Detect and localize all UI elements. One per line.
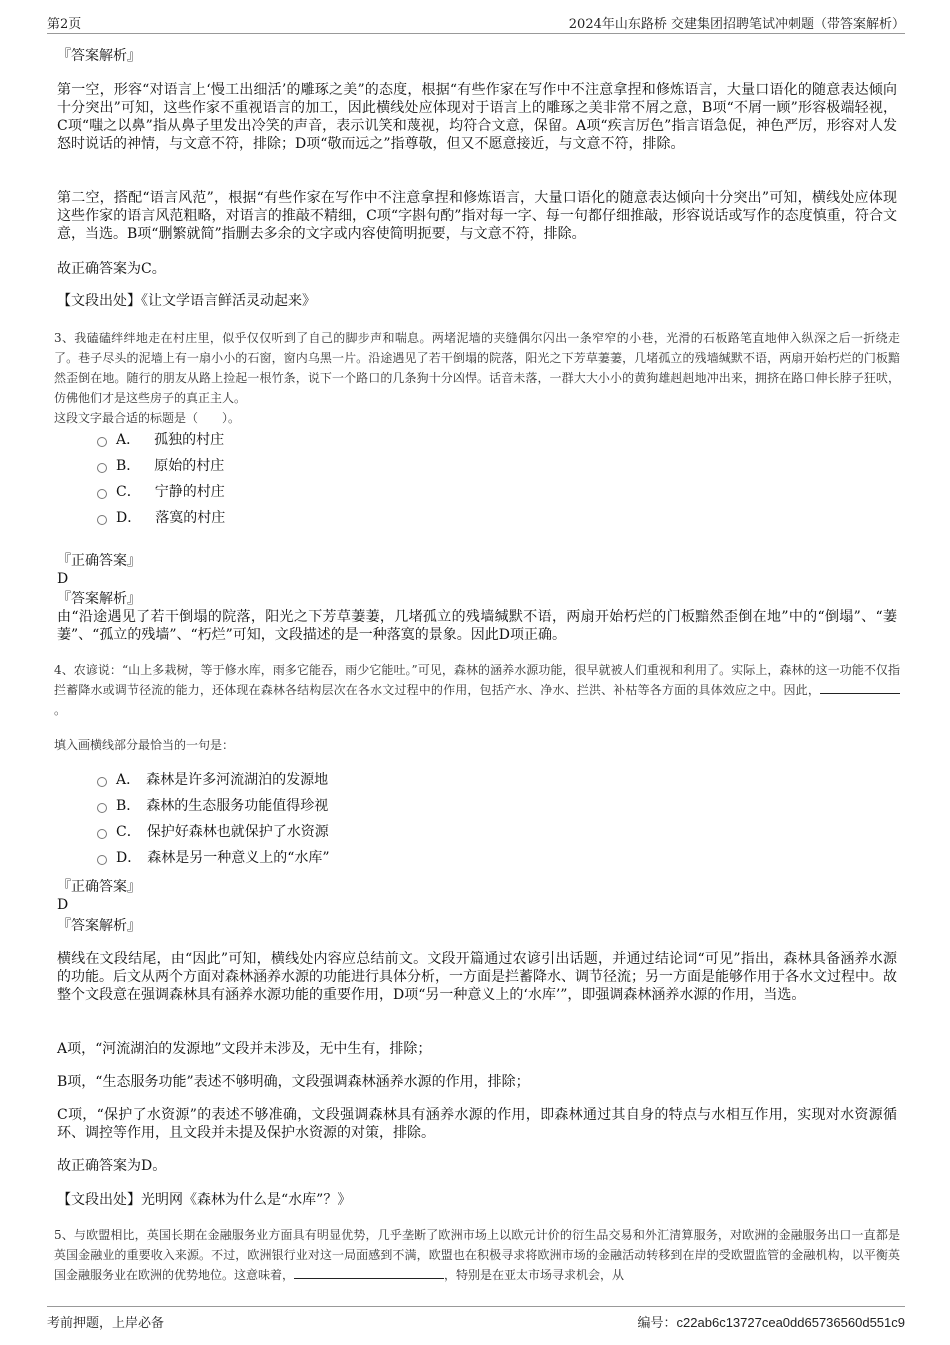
q5-stem: 5、与欧盟相比，英国长期在金融服务业方面具有明显优势，几乎垄断了欧洲市场上以欧元计价的衍生品交易和外汇清算服务，对欧洲的金融服务出口一直都是英国金融业的重要收入来源。不过，欧洲银行业对这一局面感到不满，欧盟也在积极寻求将欧洲市场的金融活动转移到在岸的受欧盟监管的金融机构，以平衡英国金融服务业在欧洲的优势地位。这意味着， ，特别是在亚太市场寻求机会，从 [54,1228,900,1282]
radio-icon[interactable] [97,489,107,499]
q3-question: 这段文字最合适的标题是（ ）。 [54,411,241,425]
q4-analysis-c: C项，“保护了水资源”的表述不够准确，文段强调森林具有涵养水源的作用，即森林通过其自身的特点与水相互作用，实现对水资源循环、调控等作用，且文段并未提及保护水资源的对策，排除。 [57,1107,897,1141]
q4-option-b[interactable]: B． 森林的生态服务功能值得珍视 [97,796,328,816]
q3-option-b[interactable]: B． 原始的村庄 [97,456,224,476]
q4-analysis-a: A项，“河流湖泊的发源地”文段并未涉及，无中生有，排除； [57,1041,432,1057]
radio-icon[interactable] [97,803,107,813]
q3-option-a[interactable]: A． 孤独的村庄 [97,430,224,450]
q2-conclusion: 故正确答案为C。 [57,261,166,277]
q3-answer: D [57,571,69,587]
q4-question: 填入画横线部分最恰当的一句是： [54,738,235,752]
q4-stem: 4、农谚说：“山上多栽树，等于修水库，雨多它能吞，雨少它能吐。”可见，森林的涵养水源功能，很早就被人们重视和利用了。实际上，森林的这一功能不仅指拦蓄降水或调节径流的能力，还体现在森林各结构层次在各水文过程中的作用，包括产水、净水、拦洪、补枯等各方面的具体效应之中。因此，。 [54,663,900,717]
q2-source: 【文段出处】《让文学语言鲜活灵动起来》 [57,293,316,309]
q4-source: 【文段出处】光明网《森林为什么是“水库”？》 [57,1192,352,1208]
radio-icon[interactable] [97,855,107,865]
q3-stem: 3、我磕磕绊绊地走在村庄里，似乎仅仅听到了自己的脚步声和喘息。两堵泥墙的夹缝偶尔闪出一条窄窄的小巷，光滑的石板路笔直地伸入纵深之后一折绕走了。巷子尽头的泥墙上有一扇小小的石窗，窗内乌黑一片。沿途遇见了若干倒塌的院落，阳光之下芳草萋萋，几堵孤立的残墙缄默不语，两扇开始朽烂的门板黯然歪倒在地。随行的朋友从路上捡起一根竹条，说下一个路口的几条狗十分凶悍。话音未落，一群大大小小的黄狗雄赳赳地冲出来，拥挤在路口伸长脖子狂吠，仿佛他们才是这些房子的真正主人。 [54,331,900,405]
radio-icon[interactable] [97,829,107,839]
page-footer [47,1306,905,1331]
q2-analysis-para2: 第二空，搭配“语言风范”，根据“有些作家在写作中不注意拿捏和修炼语言，大量口语化的随意表达倾向十分突出”可知，横线处应体现这些作家的语言风范粗略，对语言的推敲不精细，C项“字斟句酌”指对每一字、每一句都仔细推敲，形容说话或写作的态度慎重，符合文意，当选。B项“删繁就简”指删去多余的文字或内容使简明扼要，与文意不符，排除。 [57,190,897,242]
footer-slogan: 考前押题，上岸必备 [47,1316,165,1331]
document-code: 编号：c22ab6c13727cea0dd65736560d551c9 [637,1315,905,1331]
radio-icon[interactable] [97,463,107,473]
q4-option-d[interactable]: D． 森林是另一种意义上的“水库” [97,848,330,868]
q3-correct-heading: 『正确答案』 [57,553,141,569]
q3-analysis-heading: 『答案解析』 [57,591,141,607]
page-header [47,11,905,34]
q3-option-d[interactable]: D． 落寞的村庄 [97,508,225,528]
q3-option-c[interactable]: C． 宁静的村庄 [97,482,225,502]
q4-analysis-heading: 『答案解析』 [57,918,141,934]
document-title: 2024年山东路桥 交建集团招聘笔试冲刺题（带答案解析） [568,17,905,32]
q4-option-c[interactable]: C． 保护好森林也就保护了水资源 [97,822,329,842]
answer-blank [820,681,900,694]
q2-analysis-heading: 『答案解析』 [57,48,141,64]
q4-analysis-para1: 横线在文段结尾，由“因此”可知，横线处内容应总结前文。文段开篇通过农谚引出话题，并通过结论词“可见”指出，森林具备涵养水源的功能。后文从两个方面对森林涵养水源的功能进行具体分析，一方面是拦蓄降水、调节径流；另一方面是能够作用于各水文过程中。故整个文段意在强调森林具有涵养水源功能的重要作用，D项“另一种意义上的‘水库’”，即强调森林涵养水源的作用，当选。 [57,951,897,1003]
page-number: 第2页 [47,17,82,32]
answer-blank [294,1266,444,1279]
radio-icon[interactable] [97,437,107,447]
radio-icon[interactable] [97,777,107,787]
radio-icon[interactable] [97,515,107,525]
q3-analysis: 由“沿途遇见了若干倒塌的院落，阳光之下芳草萋萋，几堵孤立的残墙缄默不语，两扇开始朽烂的门板黯然歪倒在地”中的“倒塌”、“萋萋”、“孤立的残墙”、“朽烂”可知，文段描述的是一种落寞的景象。因此D项正确。 [57,609,897,643]
q4-correct-heading: 『正确答案』 [57,879,141,895]
q2-analysis-para1: 第一空，形容“对语言上‘慢工出细活’的雕琢之美”的态度，根据“有些作家在写作中不注意拿捏和修炼语言，大量口语化的随意表达倾向十分突出”可知，这些作家不重视语言的加工，因此横线处应体现对于语言上的雕琢之美非常不屑之意，B项“不屑一顾”形容极端轻视，C项“嗤之以鼻”指从鼻子里发出冷笑的声音，表示讥笑和蔑视，均符合文意，保留。A项“疾言厉色”指言语急促，神色严厉，形容对人发怒时说话的神情，与文意不符，排除；D项“敬而远之”指尊敬，但又不愿意接近，与文意不符，排除。 [57,82,897,152]
q4-analysis-b: B项，“生态服务功能”表述不够明确，文段强调森林涵养水源的作用，排除； [57,1074,530,1090]
q4-answer: D [57,897,69,913]
q4-option-a[interactable]: A． 森林是许多河流湖泊的发源地 [97,770,328,790]
q4-conclusion: 故正确答案为D。 [57,1158,167,1174]
